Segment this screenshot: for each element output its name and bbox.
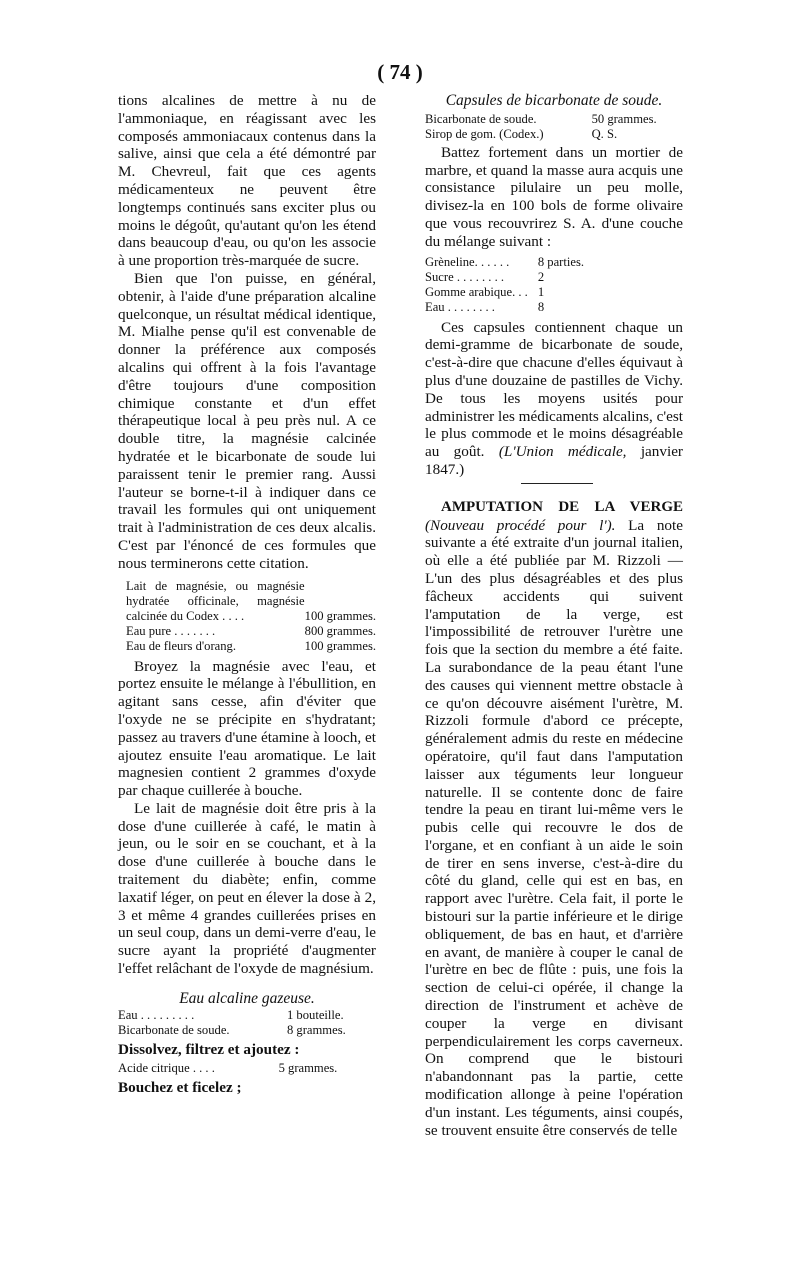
paragraph [425,319,683,479]
ingredient-amount: Q. S. [591,126,618,141]
right-column [425,92,683,1139]
recipe-row [425,285,584,300]
recipe-row [425,255,584,270]
source-citation: (L'Union médicale, [498,443,627,461]
recipe-milk-of-magnesia [118,579,376,654]
recipe-row [118,579,376,624]
ingredient-name: Sirop de gom. (Codex.) [425,126,544,141]
recipe-row [118,1061,376,1076]
ingredient-name: Bicarbonate de soude. [425,111,537,126]
paragraph: tions alcalines de mettre à nu de l'ammoniaque, en réagissant avec les composés ammoniacaux contenus dans la salive, ainsi que cela a été démontré par M. Chevreul, fait que ces agents médicamenteux ne peuvent être longtemps continués sans exciter plus ou moins le dégoût, qu'autant qu'on les étend dans beaucoup d'eau, ou qu'on les associe à une proportion très-marquée de sucre. [118,92,376,270]
recipe-citric-acid [118,1061,376,1076]
recipe-heading: Capsules de bicarbonate de soude. [445,92,663,109]
recipe-row [425,270,584,285]
section-divider [521,483,593,484]
paragraph: Le lait de magnésie doit être pris à la dose d'une cuillerée à café, le matin à jeun, ou le soir en se couchant, et à la dose d'une cuillerée à bouche dans le traitement du diabète; enfin, comme laxatif léger, on peut en élever la dose à 2, 3 et même 4 grandes cuillerées prises en un seul coup, dans un demi-verre d'eau, le sucre ayant la propriété d'augmenter l'effet relâchant de l'oxyde de magnésium. [118,799,376,978]
page-number: ( 74 ) [377,60,423,84]
recipe-capsules [425,112,683,142]
recipe-row [118,624,376,639]
section-subtitle: (Nouveau procédé pour l'). [425,516,616,534]
ingredient-amount: 100 grammes. [304,638,376,653]
ingredient-amount: 8 parties. [537,254,584,269]
recipe-row [425,112,683,127]
recipe-row [118,639,376,654]
ingredient-name: Eau . . . . . . . . [425,299,495,314]
ingredient-name: Bicarbonate de soude. [118,1022,230,1037]
recipe-row [118,1023,376,1038]
ingredient-name: Eau pure . . . . . . . [126,623,216,638]
ingredient-name: Eau . . . . . . . . . [118,1007,195,1022]
paragraph [425,498,683,1140]
paragraph: Battez fortement dans un mortier de marbre, et quand la masse aura acquis une consistance pilulaire un peu molle, divisez-la en 100 bols de forme olivaire que vous recouvrirez S. A. d'une couche du mélange suivant : [425,143,683,250]
ingredient-amount: 8 [537,299,545,314]
instruction-line: Dissolvez, filtrez et ajoutez : [118,1040,300,1058]
paragraph: Broyez la magnésie avec l'eau, et portez ensuite le mélange à l'ébullition, en agitant sans cesse, afin d'éviter que l'oxyde ne se précipite en s'hydratant; passez au travers d'une étamine à looch, et ajoutez ensuite l'eau aromatique. Le lait magnesien contient 2 grammes d'oxyde par chaque cuillerée à bouche. [118,657,376,800]
section-title: AMPUTATION DE LA VERGE [441,498,683,515]
ingredient-amount: 1 [537,284,545,299]
ingredient-name: Grèneline. . . . . . [425,254,510,269]
ingredient-name: Sucre . . . . . . . . [425,269,505,284]
ingredient-amount: 800 grammes. [304,623,376,638]
paragraph: Bien que l'on puisse, en général, obtenir, à l'aide d'une préparation alcaline quelconque, un résultat médical identique, M. Mialhe pense qu'il est convenable de donner la préférence aux composés alcalins qui offrent à la fois l'avantage d'être toujours d'une composition chimique constante et d'un effet thérapeutique local à peu près nul. A ce double titre, la magnésie calcinée hydratée et le bicarbonate de soude lui paraissent tenir le premier rang. Aussi l'auteur se borne-t-il à indiquer dans ce travail les formules qui ont uniquement trait à l'administration de ces deux alcalis. C'est par l'énoncé de ces formules que nous terminerons cette citation. [118,269,376,572]
recipe-row [425,127,683,142]
ingredient-amount: 100 grammes. [304,608,376,623]
ingredient-amount: 1 bouteille. [286,1007,344,1022]
ingredient-amount: 5 grammes. [278,1061,338,1076]
left-column [118,92,376,1097]
recipe-alkaline-water [118,1008,376,1038]
ingredient-name: Lait de magnésie, ou magnésie hydratée officinale, magnésie calcinée du Codex . . . . [126,578,305,623]
ingredient-name: Acide citrique . . . . [118,1061,215,1076]
paragraph-text: La note suivante a été extraite d'un journal italien, où elle a été publiée par M. Rizzoli —L'un des plus désagréables et des plus fâcheux accidents qui suivent l'amputation de la verge, est l'impossibilité de retrouver l'urètre une fois que la section du membre a été faite. La surabondance de la peau étant l'une des causes qui viennent mettre obstacle à ce qu'on découvre aisément l'urètre, M. Rizzoli formule d'abord ce précepte, généralement admis du reste en médecine opératoire, qu'il faut dans l'amputation laisser aux téguments leur longueur naturelle. Il se contente donc de faire tendre la peau en tirant lui-même vers le pubis celle qui recouvre le dos de l'organe, et en confiant à un aide le soin de tirer en sens inverse, c'est-à-dire du côté du gland, celle qui est en bas, en rapport avec l'urètre. Cela fait, il porte le bistouri sur la partie inférieure et le dirige obliquement, de bas en haut, et d'arrière en avant, de manière à couper le canal de l'urètre en bec de flûte : puis, une fois la section de celui-ci opérée, il change la direction de l'instrument et achève de couper la verge en divisant perpendiculairement les corps caverneux. On comprend que le bistouri n'abandonnant pas la partie, cette modification allonge à peine l'opération d'un instant. Les téguments, ainsi coupés, se trouvent ensuite être conservés de telle [425,516,683,1139]
ingredient-amount: 2 [537,269,545,284]
instruction-line: Bouchez et ficelez ; [118,1079,242,1097]
ingredient-name: Eau de fleurs d'orang. [126,638,236,653]
recipe-coating [425,255,584,315]
ingredient-name: Gomme arabique. . . [425,284,528,299]
ingredient-amount: 50 grammes. [591,111,657,126]
recipe-row [425,300,584,315]
recipe-row [118,1008,376,1023]
ingredient-amount: 8 grammes. [286,1022,346,1037]
source-date: janvier 1847.) [425,443,683,478]
paragraph-text: Ces capsules contiennent chaque un demi-gramme de bicarbonate de soude, c'est-à-dire que chacune d'elles équivaut à plus d'une douzaine de pastilles de Vichy. De tous les moyens usités pour administrer les médicaments alcalins, c'est le plus commode et le moins désagréable au goût. [425,318,683,461]
recipe-heading: Eau alcaline gazeuse. [179,989,315,1007]
